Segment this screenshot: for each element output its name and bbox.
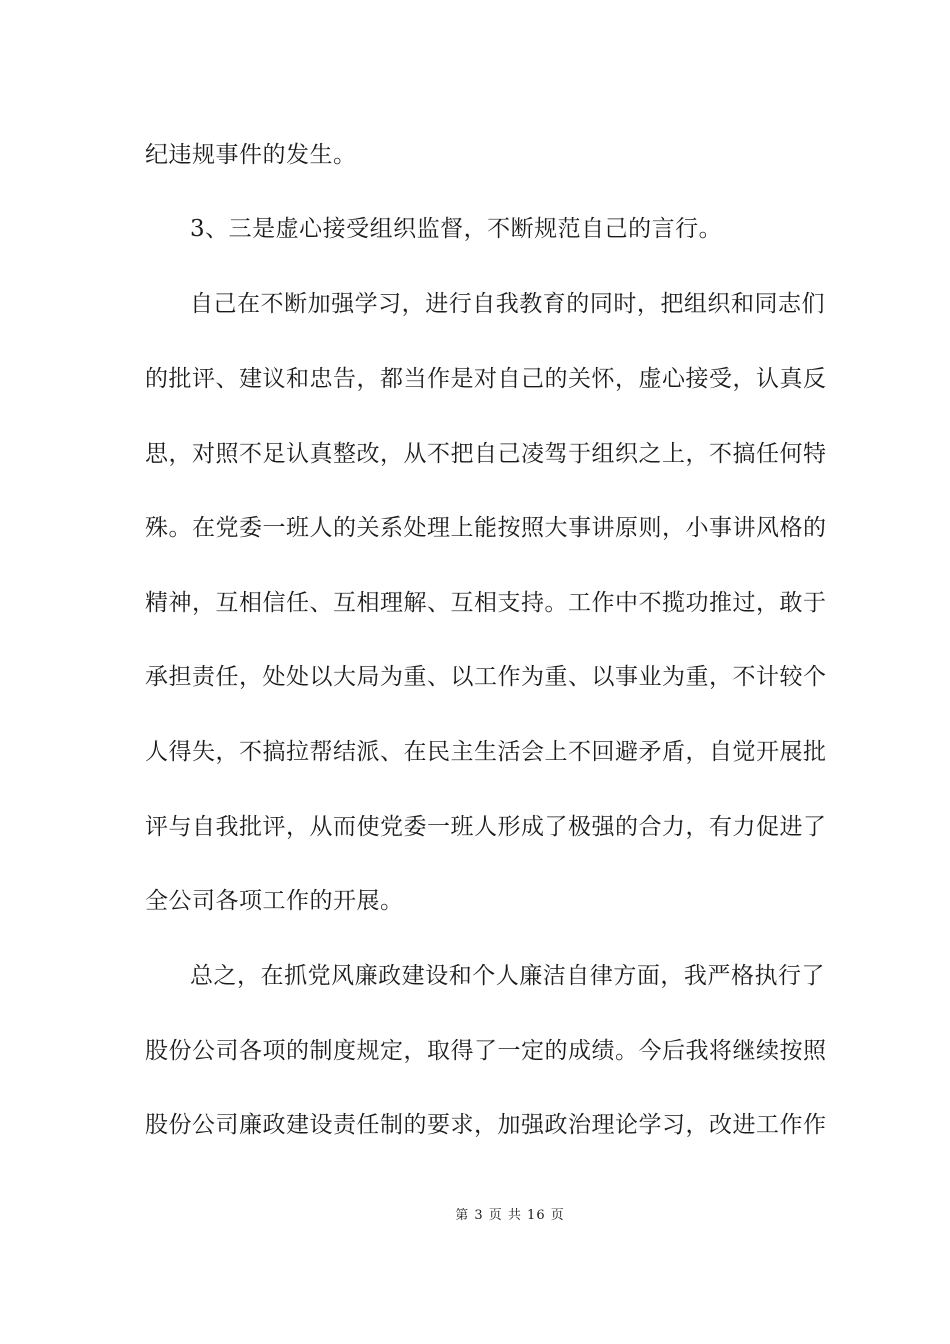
text-line: 全公司各项工作的开展。 (145, 888, 404, 914)
page-number: 第 3 页 共 16 页 (455, 1208, 565, 1223)
text-line: 人得失，不搞拉帮结派、在民主生活会上不回避矛盾，自觉开展批 (145, 739, 827, 765)
text-line: 的批评、建议和忠告，都当作是对自己的关怀，虚心接受，认真反 (145, 366, 827, 392)
text-line: 思，对照不足认真整改，从不把自己凌驾于组织之上，不搞任何特 (145, 441, 827, 467)
text-line: 自己在不断加强学习，进行自我教育的同时，把组织和同志们 (190, 291, 825, 317)
text-line: 总之，在抓党风廉政建设和个人廉洁自律方面，我严格执行了 (190, 963, 825, 989)
text-line: 纪违规事件的发生。 (145, 142, 357, 168)
text-line: 股份公司廉政建设责任制的要求，加强政治理论学习，改进工作作 (145, 1112, 827, 1138)
text-line: 3、三是虚心接受组织监督，不断规范自己的言行。 (190, 216, 723, 242)
text-line: 殊。在党委一班人的关系处理上能按照大事讲原则，小事讲风格的 (145, 515, 827, 541)
text-line: 承担责任，处处以大局为重、以工作为重、以事业为重，不计较个 (145, 664, 827, 690)
text-line: 精神，互相信任、互相理解、互相支持。工作中不揽功推过，敢于 (145, 590, 827, 616)
text-line: 股份公司各项的制度规定，取得了一定的成绩。今后我将继续按照 (145, 1038, 827, 1064)
text-line: 评与自我批评，从而使党委一班人形成了极强的合力，有力促进了 (145, 814, 827, 840)
